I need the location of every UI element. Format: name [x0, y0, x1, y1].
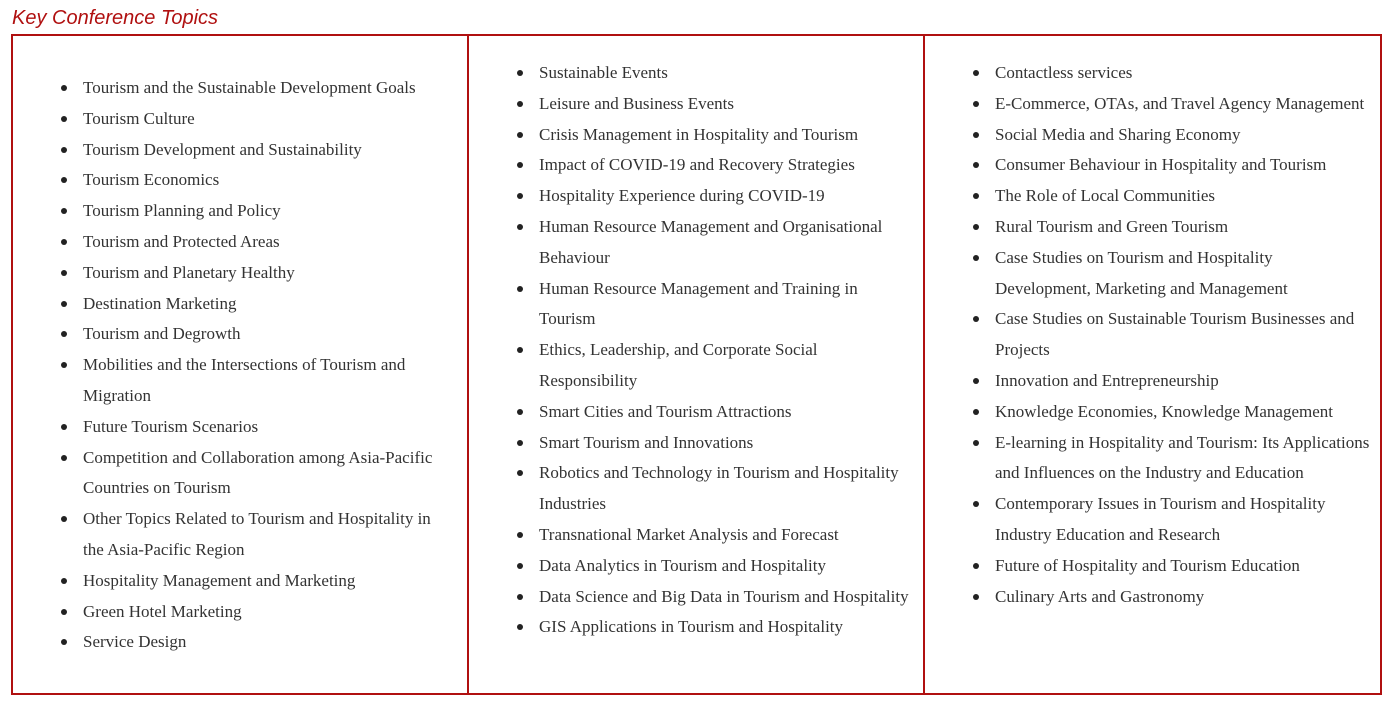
topic-item: Culinary Arts and Gastronomy — [973, 582, 1372, 613]
topic-item: Smart Tourism and Innovations — [517, 428, 915, 459]
section-title: Key Conference Topics — [12, 7, 219, 29]
topic-item: The Role of Local Communities — [973, 181, 1372, 212]
topic-item: Tourism Planning and Policy — [61, 196, 453, 227]
topic-item: Crisis Management in Hospitality and Tourism — [517, 120, 915, 151]
topic-item: Human Resource Management and Organisational Behaviour — [517, 212, 915, 274]
topic-item: Tourism and Planetary Healthy — [61, 258, 453, 289]
topic-item: Contemporary Issues in Tourism and Hospitality Industry Education and Research — [973, 489, 1372, 551]
topic-item: Smart Cities and Tourism Attractions — [517, 397, 915, 428]
topic-item: Consumer Behaviour in Hospitality and Tourism — [973, 150, 1372, 181]
topic-item: Robotics and Technology in Tourism and Hospitality Industries — [517, 458, 915, 520]
topic-item: Green Hotel Marketing — [61, 597, 453, 628]
topic-item: Future Tourism Scenarios — [61, 412, 453, 443]
topic-item: Transnational Market Analysis and Forecast — [517, 520, 915, 551]
topic-item: Impact of COVID-19 and Recovery Strategies — [517, 150, 915, 181]
topic-item: Service Design — [61, 627, 453, 658]
topic-item: Tourism Economics — [61, 165, 453, 196]
topic-item: Contactless services — [973, 58, 1372, 89]
topic-item: Destination Marketing — [61, 289, 453, 320]
topic-item: Ethics, Leadership, and Corporate Social Responsibility — [517, 335, 915, 397]
topic-item: Leisure and Business Events — [517, 89, 915, 120]
topic-item: Competition and Collaboration among Asia-Pacific Countries on Tourism — [61, 443, 453, 505]
topic-item: Rural Tourism and Green Tourism — [973, 212, 1372, 243]
topic-item: GIS Applications in Tourism and Hospitality — [517, 612, 915, 643]
topic-item: Tourism Culture — [61, 104, 453, 135]
topic-item: Innovation and Entrepreneurship — [973, 366, 1372, 397]
topic-item: Tourism and the Sustainable Development Goals — [61, 73, 453, 104]
topics-row — [12, 35, 1381, 694]
topics-column-3 — [924, 35, 1381, 694]
topic-item: Future of Hospitality and Tourism Education — [973, 551, 1372, 582]
topic-item: Data Science and Big Data in Tourism and Hospitality — [517, 582, 915, 613]
topic-item: Case Studies on Tourism and Hospitality Development, Marketing and Management — [973, 243, 1372, 305]
topic-item: Tourism Development and Sustainability — [61, 135, 453, 166]
topics-column-1 — [12, 35, 468, 694]
topics-table — [11, 34, 1382, 695]
topic-item: Tourism and Degrowth — [61, 319, 453, 350]
topic-item: Data Analytics in Tourism and Hospitality — [517, 551, 915, 582]
topics-column-2 — [468, 35, 924, 694]
topic-item: Hospitality Experience during COVID-19 — [517, 181, 915, 212]
topic-item: E-Commerce, OTAs, and Travel Agency Management — [973, 89, 1372, 120]
topic-list-3 — [973, 58, 1372, 612]
topic-list-1 — [61, 73, 453, 658]
topic-item: Knowledge Economies, Knowledge Management — [973, 397, 1372, 428]
topic-item: E-learning in Hospitality and Tourism: Its Applications and Influences on the Industry and Education — [973, 428, 1372, 490]
topic-item: Other Topics Related to Tourism and Hospitality in the Asia-Pacific Region — [61, 504, 453, 566]
topic-list-2 — [517, 58, 915, 643]
topic-item: Hospitality Management and Marketing — [61, 566, 453, 597]
topic-item: Mobilities and the Intersections of Tourism and Migration — [61, 350, 453, 412]
topic-item: Case Studies on Sustainable Tourism Businesses and Projects — [973, 304, 1372, 366]
topic-item: Tourism and Protected Areas — [61, 227, 453, 258]
topic-item: Social Media and Sharing Economy — [973, 120, 1372, 151]
topic-item: Human Resource Management and Training in Tourism — [517, 274, 915, 336]
topic-item: Sustainable Events — [517, 58, 915, 89]
